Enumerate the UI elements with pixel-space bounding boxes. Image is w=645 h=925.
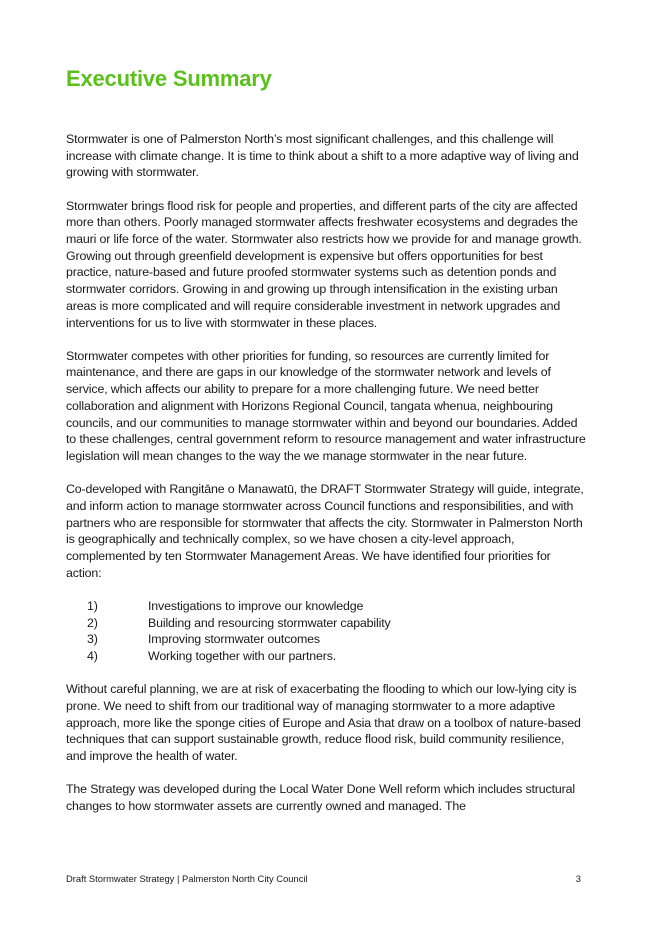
list-text: Investigations to improve our knowledge	[148, 598, 364, 613]
paragraph-planning: Without careful planning, we are at risk of exacerbating the flooding to which our low-lying city is prone. We need to shift from our traditional way of managing stormwater to a more adaptive approach, more like the sponge cities of Europe and Asia that draw on a toolbox of nature-based techniques that can support sustainable growth, reduce flood risk, build community resilience, and improve the health of water.	[66, 682, 581, 763]
paragraph-flood-risk: Stormwater brings flood risk for people and properties, and different parts of the city are affected more than others. Poorly managed stormwater affects freshwater ecosystems and degrades the mauri or life force of the water. Stormwater also restricts how we provide for and manage growth. Growing out through greenfield development is expensive but offers opportunities for best practice, nature-based and future proofed stormwater systems such as detention ponds and stormwater corridors. Growing in and growing up through intensification in the existing urban areas is more complicated and will require considerable investment in network upgrades and interventions for us to live with stormwater in these places.	[66, 198, 582, 330]
paragraph-strategy: Co-developed with Rangitāne o Manawatū, the DRAFT Stormwater Strategy will guide, integrate, and inform action to manage stormwater across Council functions and responsibilities, and with partners who are responsible for stormwater that affects the city. Stormwater in Palmerston North is geographically and technically complex, so we have chosen a city-level approach, complemented by ten Stormwater Management Areas. We have identified four priorities for action:	[66, 482, 584, 580]
list-item	[66, 631, 586, 648]
list-number: 3)	[87, 632, 98, 647]
footer-title: Draft Stormwater Strategy | Palmerston North City Council	[66, 873, 308, 884]
list-text: Working together with our partners.	[148, 648, 337, 663]
list-number: 1)	[87, 598, 98, 613]
priorities-list	[66, 598, 586, 665]
page-title: Executive Summary	[66, 66, 272, 91]
paragraph-funding: Stormwater competes with other priorities for funding, so resources are currently limited for maintenance, and there are gaps in our knowledge of the stormwater network and levels of service, which affects our ability to prepare for a more challenging future. We need better collaboration and alignment with Horizons Regional Council, tangata whenua, neighbouring councils, and our communities to manage stormwater within and beyond our boundaries. Added to these challenges, central government reform to resource management and water infrastructure legislation will mean changes to the way the we manage stormwater in the near future.	[66, 348, 586, 463]
paragraph-reform: The Strategy was developed during the Local Water Done Well reform which includes structural changes to how stormwater assets are currently owned and managed. The	[66, 782, 575, 813]
list-text: Building and resourcing stormwater capability	[148, 615, 391, 630]
document-body	[66, 131, 586, 831]
list-item	[66, 615, 586, 632]
list-item	[66, 598, 586, 615]
list-item	[66, 648, 586, 665]
list-text: Improving stormwater outcomes	[148, 632, 320, 647]
page-number: 3	[575, 873, 581, 884]
paragraph-intro: Stormwater is one of Palmerston North’s most significant challenges, and this challenge will increase with climate change. It is time to think about a shift to a more adaptive way of living and growing with stormwater.	[66, 132, 579, 180]
list-number: 2)	[87, 615, 98, 630]
list-number: 4)	[87, 648, 98, 663]
page-footer	[66, 873, 581, 885]
